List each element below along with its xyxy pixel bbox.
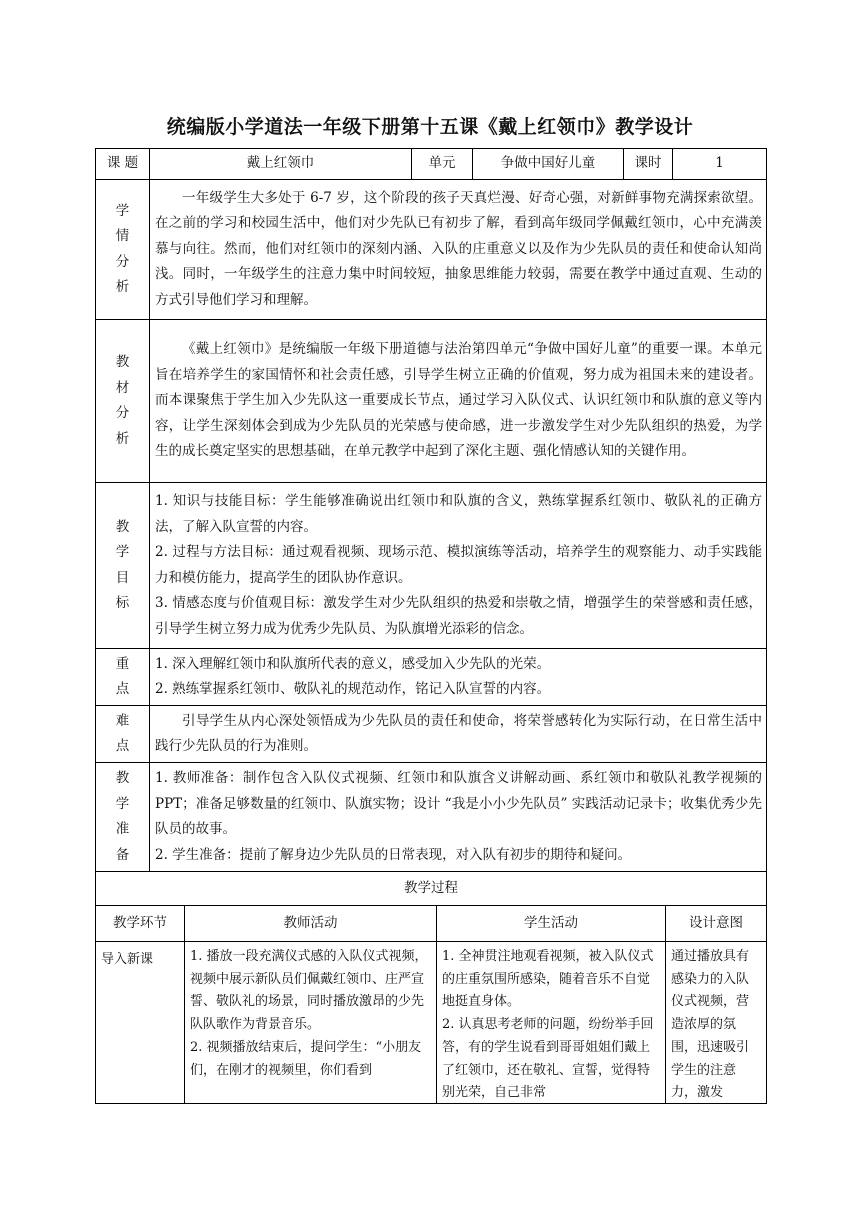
preparation-item: 2. 学生准备：提前了解身边少先队员的日常表现，对入队有初步的期待和疑问。	[155, 846, 632, 863]
unit-value: 争做中国好儿童	[473, 149, 624, 180]
design-intent-text: 通过播放具有感染力的入队仪式视频，营造浓厚的氛围，迅速吸引学生的注意力，激发	[671, 949, 750, 1101]
material-analysis-text: 《戴上红领巾》是统编版一年级下册道德与法治第四单元“争做中国好儿童”的重要一课。本单元旨在培养学生的家国情怀和社会责任感，引导学生树立正确的价值观，努力成为祖国未来的建设者。而本课聚焦于学生加入少先队这一重要成长节点，通过学习入队仪式、认识红领巾和队旗的意义等内容，让学生深刻体会到成为少先队员的光荣感与使命感，进一步激发学生对少先队组织的热爱，为学生的成长奠定坚实的思想基础，在单元教学中起到了深化主题、强化情感认知的关键作用。	[150, 320, 767, 483]
material-analysis-row	[96, 320, 767, 483]
key-points-label-text: 重 点	[115, 655, 138, 697]
objective-item: 1. 知识与技能目标：学生能够准确说出红领巾和队旗的含义，熟练掌握系红领巾、敬队礼的正确方法，了解入队宣誓的内容。	[155, 493, 762, 535]
preparation-label-2: 准 备	[115, 821, 138, 863]
difficulties-label-text: 难 点	[115, 712, 138, 754]
document-title: 统编版小学道法一年级下册第十五课《戴上红领巾》教学设计	[166, 116, 694, 138]
difficulties-row	[96, 706, 767, 763]
hours-value: 1	[673, 149, 767, 180]
key-points-row	[96, 649, 767, 706]
lesson-value: 戴上红领巾	[150, 149, 412, 180]
teacher-activity-item: 2. 视频播放结束后，提问学生：“小朋友们，在刚才的视频里，你们看到	[190, 1039, 422, 1078]
process-row	[96, 942, 767, 1104]
unit-label: 单元	[412, 149, 473, 180]
column-header: 教学环节	[96, 906, 185, 942]
column-header: 设计意图	[666, 906, 767, 942]
preparation-label-1: 教 学	[115, 770, 138, 812]
key-point-item: 2. 熟练掌握系红领巾、敬队礼的规范动作，铭记入队宣誓的内容。	[155, 681, 551, 697]
student-activity-text	[442, 946, 660, 1101]
process-header-row	[96, 906, 767, 942]
student-activity-cell	[437, 942, 666, 1104]
objectives-label-1: 教 学	[115, 518, 138, 560]
material-analysis-label-2: 分 析	[115, 405, 138, 447]
student-analysis-label	[96, 180, 150, 320]
student-analysis-label-1: 学 情	[115, 202, 138, 244]
objective-item: 2. 过程与方法目标：通过观看视频、现场示范、模拟演练等活动，培养学生的观察能力、动手实践能力和模仿能力，提高学生的团队协作意识。	[155, 544, 762, 586]
objectives-row	[96, 483, 767, 649]
lesson-label: 课 题	[96, 149, 150, 180]
student-analysis-label-2: 分 析	[115, 253, 138, 295]
preparation-label	[96, 763, 150, 872]
objective-item: 3. 情感态度与价值观目标：激发学生对少先队组织的热爱和崇敬之情，增强学生的荣誉感和责任感，引导学生树立努力成为优秀少先队员、为队旗增光添彩的信念。	[155, 595, 762, 637]
key-point-item: 1. 深入理解红领巾和队旗所代表的意义，感受加入少先队的光荣。	[155, 655, 551, 672]
design-intent-cell	[666, 942, 767, 1104]
stage-text: 导入新课	[101, 952, 154, 967]
column-header: 学生活动	[437, 906, 666, 942]
key-points-text	[150, 649, 767, 706]
teacher-activity-item: 1. 播放一段充满仪式感的入队仪式视频，视频中展示新队员们佩戴红领巾、庄严宣誓、敬队礼的场景，同时播放激昂的少先队队歌作为背景音乐。	[190, 949, 428, 1033]
objectives-label-2: 目 标	[115, 569, 138, 611]
difficulties-label	[96, 706, 150, 763]
info-row	[96, 149, 767, 180]
column-header: 教师活动	[185, 906, 437, 942]
objectives-label	[96, 483, 150, 649]
preparation-item: 1. 教师准备：制作包含入队仪式视频、红领巾和队旗含义讲解动画、系红领巾和敬队礼教学视频的 PPT；准备足够数量的红领巾、队旗实物；设计 “我是小小少先队员” 实践活动记录卡；收集优秀少先队员的故事。	[155, 770, 762, 837]
student-activity-item: 1. 全神贯注地观看视频，被入队仪式的庄重氛围所感染，随着音乐不自觉地挺直身体。	[442, 949, 654, 1010]
preparation-row	[96, 763, 767, 872]
teacher-activity-text	[190, 946, 431, 1101]
student-activity-item: 2. 认真思考老师的问题，纷纷举手回答，有的学生说看到哥哥姐姐们戴上了红领巾，还在敬礼、宣誓，觉得特别光荣，自己非常	[442, 1017, 654, 1101]
key-points-label	[96, 649, 150, 706]
stage-cell	[96, 942, 185, 1104]
student-analysis-text: 一年级学生大多处于 6-7 岁，这个阶段的孩子天真烂漫、好奇心强，对新鲜事物充满探索欲望。在之前的学习和校园生活中，他们对少先队已有初步了解，看到高年级同学佩戴红领巾，心中充满羡慕与向往。然而，他们对红领巾的深刻内涵、入队的庄重意义以及作为少先队员的责任和使命认知尚浅。同时，一年级学生的注意力集中时间较短，抽象思维能力较弱，需要在教学中通过直观、生动的方式引导他们学习和理解。	[150, 180, 767, 320]
hours-label: 课时	[624, 149, 673, 180]
teaching-process-table	[95, 871, 767, 1104]
process-heading-row	[96, 872, 767, 906]
student-analysis-row	[96, 180, 767, 320]
preparation-text	[150, 763, 767, 872]
lesson-plan-table	[95, 148, 767, 872]
objectives-text	[150, 483, 767, 649]
teacher-activity-cell	[185, 942, 437, 1104]
material-analysis-label	[96, 320, 150, 483]
material-analysis-label-1: 教 材	[115, 354, 138, 396]
difficulties-text: 引导学生从内心深处领悟成为少先队员的责任和使命，将荣誉感转化为实际行动，在日常生活中践行少先队员的行为准则。	[150, 706, 767, 763]
process-heading: 教学过程	[96, 872, 767, 906]
